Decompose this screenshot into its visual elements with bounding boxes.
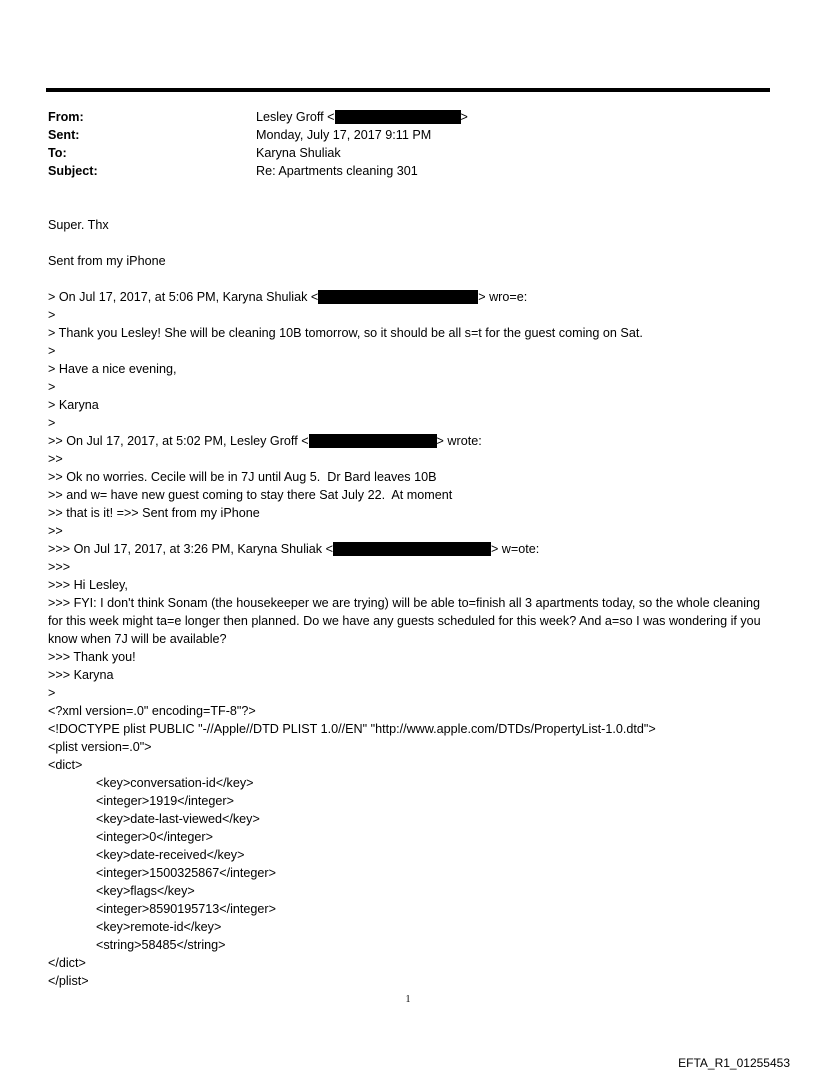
sent-row [48,126,768,144]
greeting: Super. Thx [48,218,109,232]
sent-value: Monday, July 17, 2017 9:11 PM [256,128,432,142]
to-value: Karyna Shuliak [256,146,341,160]
quote-line: >>> Thank you! [48,650,136,664]
redaction-box [333,542,491,556]
redaction-box [335,110,461,124]
quote-line: >>> [48,560,71,574]
plist-close: </plist> [48,974,89,988]
from-close: > [460,110,468,124]
quote-line: >> [48,524,63,538]
plist-entry: <key>flags</key> [96,884,195,898]
plist-entry: <key>remote-id</key> [96,920,222,934]
quote-line: >>> Karyna [48,668,114,682]
from-value [256,108,768,126]
plist-doctype: <!DOCTYPE plist PUBLIC "-//Apple//DTD PLIST 1.0//EN" "http://www.apple.com/DTDs/PropertyList-1.0.dtd"> [48,722,656,736]
quote-line: > [48,416,56,430]
quote3-header-pre: >>> On Jul 17, 2017, at 3:26 PM, Karyna Shuliak < [48,542,333,556]
subject-value: Re: Apartments cleaning 301 [256,164,418,178]
from-label: From: [48,110,84,124]
signature: Sent from my iPhone [48,254,166,268]
quote-line: >> [48,452,63,466]
quote-line: > [48,380,56,394]
from-row [48,108,768,126]
quote3-header [48,540,778,558]
redaction-box [318,290,478,304]
plist-entry: <key>date-received</key> [96,848,245,862]
quote2-header [48,432,778,450]
quote-line: >> and w= have new guest coming to stay there Sat July 22. At moment [48,488,453,502]
email-body [48,216,778,990]
subject-label: Subject: [48,164,98,178]
plist-entry: <string>58485</string> [96,938,226,952]
plist-entry: <integer>8590195713</integer> [96,902,276,916]
plist-entry: <key>conversation-id</key> [96,776,254,790]
quote-line: > [48,344,56,358]
quote-line: > [48,308,56,322]
quote1-header-pre: > On Jul 17, 2017, at 5:06 PM, Karyna Shuliak < [48,290,319,304]
quote2-header-pre: >> On Jul 17, 2017, at 5:02 PM, Lesley Groff < [48,434,309,448]
quote1-header-post: > wro=e: [478,290,528,304]
quote-line: >>> Hi Lesley, [48,578,128,592]
quote-line: > Have a nice evening, [48,362,177,376]
from-name: Lesley Groff < [256,110,335,124]
plist-xml-decl: <?xml version=.0" encoding=TF-8"?> [48,704,256,718]
sent-label: Sent: [48,128,80,142]
quote-line: >> Ok no worries. Cecile will be in 7J until Aug 5. Dr Bard leaves 10B [48,470,437,484]
plist-open: <plist version=.0"> [48,740,152,754]
quote-line: > Thank you Lesley! She will be cleaning 10B tomorrow, so it should be all s=t for the guest coming on Sat. [48,326,643,340]
plist-entry: <integer>1500325867</integer> [96,866,276,880]
plist-entry: <integer>1919</integer> [96,794,234,808]
dict-close: </dict> [48,956,86,970]
quote3-header-post: > w=ote: [490,542,540,556]
document-id: EFTA_R1_01255453 [678,1056,790,1070]
subject-row [48,162,768,180]
to-row [48,144,768,162]
page-number: 1 [405,994,411,1005]
quote2-header-post: > wrote: [436,434,482,448]
dict-open: <dict> [48,758,83,772]
quote-line: >> that is it! =>> Sent from my iPhone [48,506,260,520]
to-label: To: [48,146,67,160]
redaction-box [309,434,437,448]
plist-entry: <key>date-last-viewed</key> [96,812,260,826]
top-rule [46,88,770,92]
quote1-header [48,288,778,306]
quote-paragraph: >>> FYI: I don't think Sonam (the housekeeper we are trying) will be able to=finish all 3 apartments today, so the whole cleaning for this week might ta=e longer then planned. Do we have any guests scheduled for this week? And a=so I was wondering if you know when 7J will be available? [48,596,761,646]
email-header [48,108,768,180]
quote-line: > Karyna [48,398,99,412]
plist-entry: <integer>0</integer> [96,830,213,844]
quote-line: > [48,686,56,700]
